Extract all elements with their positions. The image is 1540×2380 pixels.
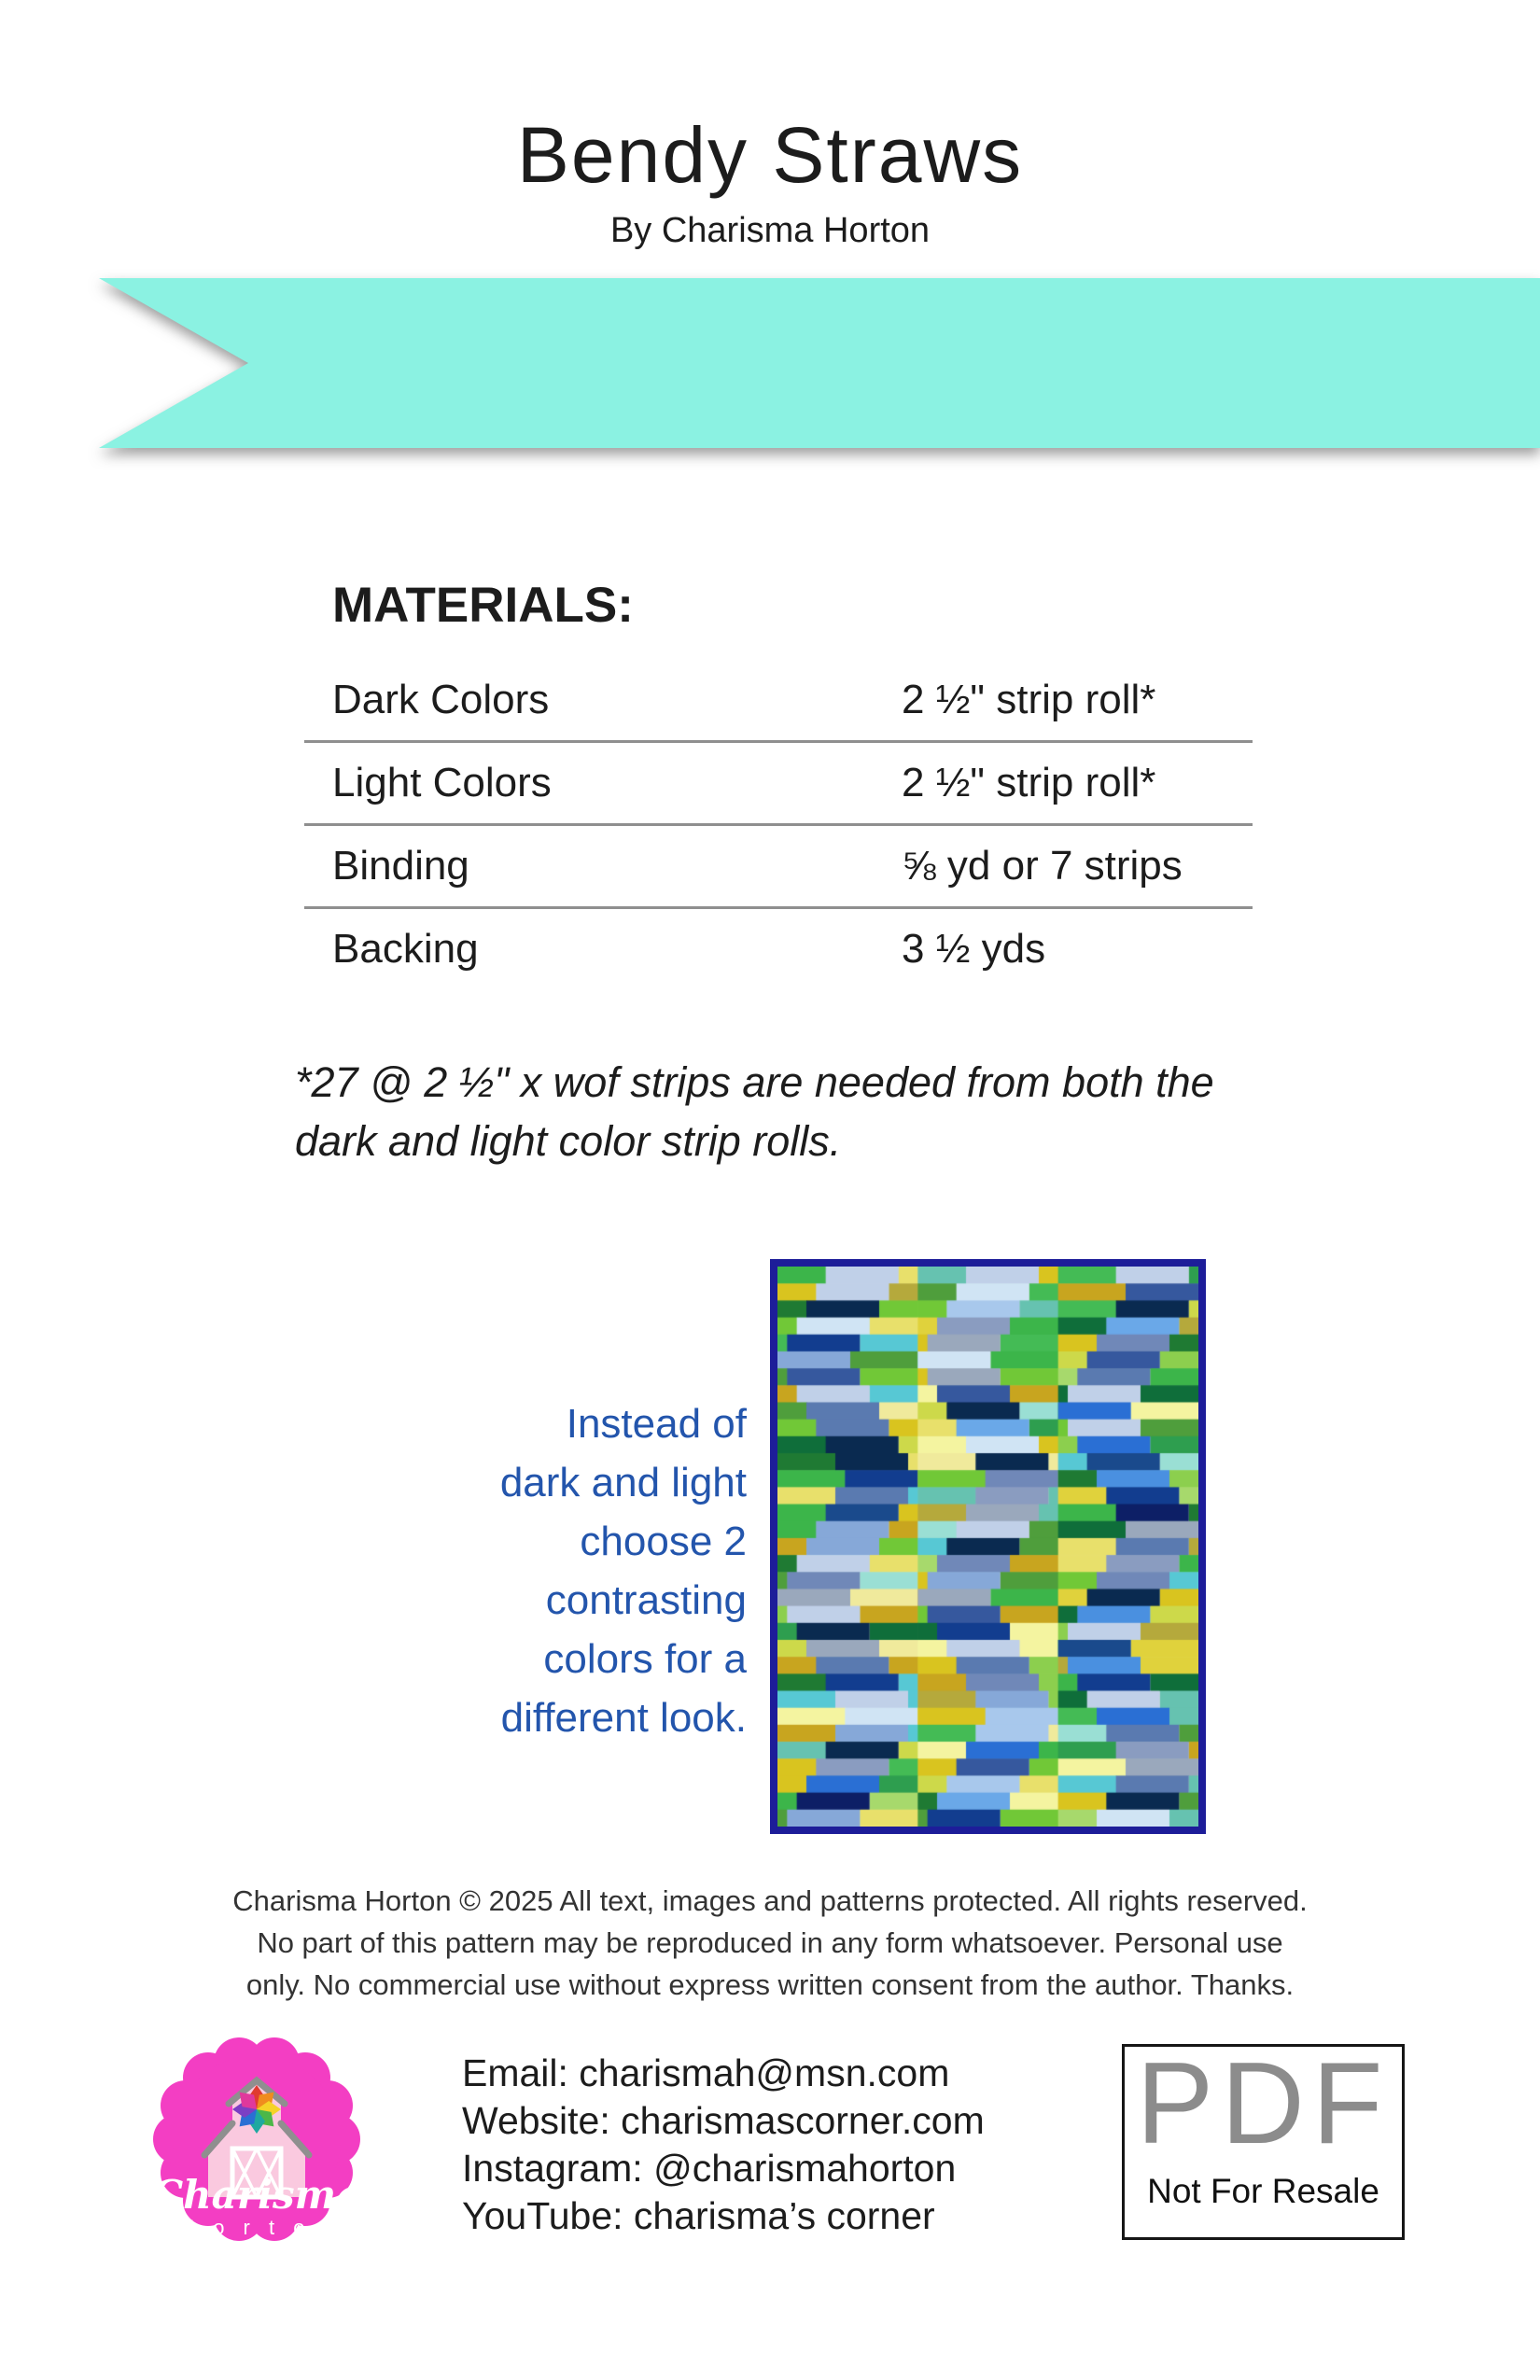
tip-line: dark and light [499, 1460, 747, 1505]
row-value: 2 ½" strip roll* [902, 760, 1156, 805]
quilt-canvas [777, 1267, 1198, 1827]
logo-name-script: Charisma [152, 2172, 361, 2218]
page-subtitle: By Charisma Horton [609, 211, 931, 250]
pdf-title: PDF [1136, 2039, 1391, 2168]
charisma-logo [152, 2033, 361, 2249]
footnote-line: dark and light color strip rolls. [295, 1117, 842, 1165]
row-label: Dark Colors [332, 677, 550, 722]
copyright-line: only. No commercial use without express written consent from the author. Thanks. [245, 1968, 1295, 2001]
footnote-line: *27 @ 2 ½" x wof strips are needed from both the [295, 1058, 1214, 1106]
tip-line: different look. [500, 1695, 747, 1741]
row-label: Light Colors [332, 760, 552, 805]
tip-line: contrasting [545, 1577, 747, 1623]
materials-table [304, 660, 1253, 989]
table-row [304, 909, 1253, 989]
logo-svg [152, 2033, 361, 2249]
logo-name-sub: H o r t o n [179, 2216, 342, 2239]
tip-line: choose 2 [580, 1519, 747, 1564]
row-value: 2 ½" strip roll* [902, 677, 1156, 722]
footnote [295, 1053, 1214, 1170]
pdf-not-for-resale: Not For Resale [1147, 2172, 1379, 2210]
copyright [0, 1880, 1540, 2006]
contact-info [462, 2050, 985, 2240]
row-label: Binding [332, 843, 469, 889]
tip-line: Instead of [566, 1401, 747, 1447]
table-row [304, 743, 1253, 826]
ribbon-banner [99, 278, 1540, 448]
quilt-image [770, 1259, 1206, 1834]
contact-line-website: Website: charismascorner.com [462, 2099, 985, 2142]
contact-line-email: Email: charismah@msn.com [462, 2051, 950, 2094]
quilt-star-icon [232, 2085, 281, 2134]
row-label: Backing [332, 926, 479, 972]
tip-line: colors for a [543, 1636, 747, 1682]
row-value: ⅝ yd or 7 strips [902, 843, 1183, 889]
contact-line-instagram: Instagram: @charismahorton [462, 2147, 957, 2190]
copyright-line: Charisma Horton © 2025 All text, images and patterns protected. All rights reserved. [232, 1884, 1308, 1917]
ribbon-shape [99, 278, 1540, 448]
table-row [304, 826, 1253, 909]
tip-text [233, 1394, 747, 1747]
row-value: 3 ½ yds [902, 926, 1046, 972]
table-row [304, 660, 1253, 743]
materials-heading: MATERIALS: [332, 578, 634, 633]
pdf-badge [1122, 2039, 1405, 2240]
copyright-line: No part of this pattern may be reproduced in any form whatsoever. Personal use [257, 1926, 1283, 1959]
page-title: Bendy Straws [516, 111, 1024, 199]
contact-line-youtube: YouTube: charisma’s corner [462, 2194, 935, 2237]
